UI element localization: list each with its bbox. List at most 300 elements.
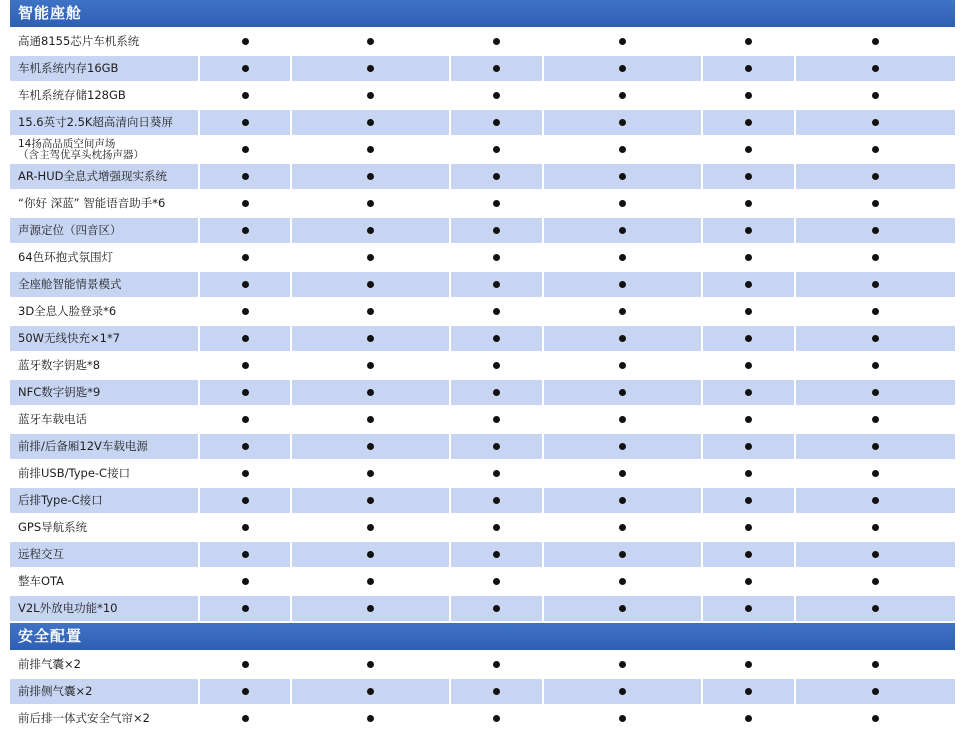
trim-cell — [703, 164, 794, 189]
table-row — [10, 541, 955, 568]
trim-cell — [200, 407, 290, 432]
trim-cell — [703, 515, 794, 540]
trim-cell — [200, 569, 290, 594]
standard-dot-icon — [619, 335, 626, 342]
standard-dot-icon — [619, 470, 626, 477]
standard-dot-icon — [493, 119, 500, 126]
standard-dot-icon — [745, 335, 752, 342]
trim-cell — [796, 542, 955, 567]
table-row — [10, 487, 955, 514]
trim-cell — [292, 434, 449, 459]
table-row — [10, 379, 955, 406]
trim-cell — [451, 488, 542, 513]
trim-cell — [544, 137, 701, 162]
standard-dot-icon — [872, 715, 879, 722]
standard-dot-icon — [745, 470, 752, 477]
standard-dot-icon — [367, 715, 374, 722]
trim-cell — [703, 137, 794, 162]
row-label: 前排/后备厢12V车载电源 — [10, 434, 198, 459]
row-label: 50W无线快充×1*7 — [10, 326, 198, 351]
section-header: 安全配置 — [10, 623, 955, 650]
standard-dot-icon — [242, 200, 249, 207]
standard-dot-icon — [619, 551, 626, 558]
trim-cell — [703, 353, 794, 378]
trim-cell — [703, 218, 794, 243]
standard-dot-icon — [242, 227, 249, 234]
trim-cell — [292, 407, 449, 432]
trim-cell — [544, 706, 701, 731]
standard-dot-icon — [872, 362, 879, 369]
standard-dot-icon — [367, 173, 374, 180]
standard-dot-icon — [367, 688, 374, 695]
trim-cell — [451, 652, 542, 677]
trim-cell — [292, 380, 449, 405]
standard-dot-icon — [493, 661, 500, 668]
standard-dot-icon — [872, 92, 879, 99]
trim-cell — [703, 272, 794, 297]
standard-dot-icon — [242, 92, 249, 99]
trim-cell — [292, 461, 449, 486]
trim-cell — [451, 137, 542, 162]
standard-dot-icon — [493, 335, 500, 342]
trim-cell — [796, 596, 955, 621]
standard-dot-icon — [619, 200, 626, 207]
trim-cell — [796, 407, 955, 432]
standard-dot-icon — [493, 443, 500, 450]
trim-cell — [703, 380, 794, 405]
trim-cell — [451, 353, 542, 378]
trim-cell — [544, 164, 701, 189]
trim-cell — [200, 245, 290, 270]
trim-cell — [703, 679, 794, 704]
trim-cell — [796, 272, 955, 297]
standard-dot-icon — [872, 173, 879, 180]
trim-cell — [451, 83, 542, 108]
trim-cell — [703, 83, 794, 108]
trim-cell — [292, 488, 449, 513]
trim-cell — [200, 191, 290, 216]
standard-dot-icon — [619, 497, 626, 504]
table-row — [10, 568, 955, 595]
standard-dot-icon — [367, 119, 374, 126]
standard-dot-icon — [745, 497, 752, 504]
trim-cell — [544, 652, 701, 677]
trim-cell — [292, 652, 449, 677]
table-row — [10, 82, 955, 109]
trim-cell — [292, 83, 449, 108]
trim-cell — [796, 706, 955, 731]
standard-dot-icon — [367, 281, 374, 288]
standard-dot-icon — [493, 416, 500, 423]
trim-cell — [200, 299, 290, 324]
trim-cell — [544, 29, 701, 54]
row-label: 64色环抱式氛围灯 — [10, 245, 198, 270]
trim-cell — [292, 679, 449, 704]
trim-cell — [796, 29, 955, 54]
standard-dot-icon — [367, 38, 374, 45]
trim-cell — [292, 110, 449, 135]
table-row — [10, 678, 955, 705]
standard-dot-icon — [745, 38, 752, 45]
trim-cell — [451, 542, 542, 567]
standard-dot-icon — [493, 146, 500, 153]
standard-dot-icon — [367, 227, 374, 234]
row-label: 前排USB/Type-C接口 — [10, 461, 198, 486]
trim-cell — [200, 56, 290, 81]
standard-dot-icon — [872, 688, 879, 695]
standard-dot-icon — [493, 65, 500, 72]
standard-dot-icon — [242, 362, 249, 369]
trim-cell — [292, 137, 449, 162]
standard-dot-icon — [872, 497, 879, 504]
trim-cell — [796, 569, 955, 594]
standard-dot-icon — [242, 715, 249, 722]
standard-dot-icon — [872, 416, 879, 423]
trim-cell — [200, 596, 290, 621]
row-label: 车机系统存储128GB — [10, 83, 198, 108]
trim-cell — [451, 218, 542, 243]
table-row — [10, 298, 955, 325]
standard-dot-icon — [242, 605, 249, 612]
trim-cell — [292, 596, 449, 621]
trim-cell — [703, 29, 794, 54]
trim-cell — [544, 56, 701, 81]
standard-dot-icon — [619, 605, 626, 612]
standard-dot-icon — [745, 254, 752, 261]
trim-cell — [796, 461, 955, 486]
standard-dot-icon — [745, 524, 752, 531]
standard-dot-icon — [242, 254, 249, 261]
standard-dot-icon — [745, 146, 752, 153]
standard-dot-icon — [745, 281, 752, 288]
standard-dot-icon — [493, 524, 500, 531]
standard-dot-icon — [367, 65, 374, 72]
trim-cell — [703, 488, 794, 513]
standard-dot-icon — [242, 389, 249, 396]
row-label: V2L外放电功能*10 — [10, 596, 198, 621]
standard-dot-icon — [493, 173, 500, 180]
trim-cell — [796, 245, 955, 270]
trim-cell — [451, 272, 542, 297]
table-row — [10, 55, 955, 82]
row-label: 前排气囊×2 — [10, 652, 198, 677]
standard-dot-icon — [745, 715, 752, 722]
trim-cell — [796, 652, 955, 677]
trim-cell — [544, 245, 701, 270]
trim-cell — [544, 596, 701, 621]
standard-dot-icon — [872, 146, 879, 153]
standard-dot-icon — [242, 497, 249, 504]
trim-cell — [544, 434, 701, 459]
trim-cell — [703, 461, 794, 486]
row-label: 蓝牙数字钥匙*8 — [10, 353, 198, 378]
table-row — [10, 109, 955, 136]
trim-cell — [796, 164, 955, 189]
trim-cell — [544, 569, 701, 594]
standard-dot-icon — [242, 146, 249, 153]
trim-cell — [796, 83, 955, 108]
standard-dot-icon — [242, 119, 249, 126]
standard-dot-icon — [872, 254, 879, 261]
trim-cell — [200, 652, 290, 677]
trim-cell — [200, 353, 290, 378]
standard-dot-icon — [872, 308, 879, 315]
trim-cell — [200, 164, 290, 189]
trim-cell — [544, 110, 701, 135]
standard-dot-icon — [619, 416, 626, 423]
standard-dot-icon — [367, 578, 374, 585]
standard-dot-icon — [745, 443, 752, 450]
standard-dot-icon — [493, 38, 500, 45]
standard-dot-icon — [872, 661, 879, 668]
standard-dot-icon — [242, 281, 249, 288]
trim-cell — [292, 353, 449, 378]
standard-dot-icon — [493, 605, 500, 612]
trim-cell — [200, 515, 290, 540]
trim-cell — [796, 191, 955, 216]
trim-cell — [703, 542, 794, 567]
trim-cell — [292, 706, 449, 731]
trim-cell — [544, 299, 701, 324]
trim-cell — [796, 488, 955, 513]
standard-dot-icon — [745, 551, 752, 558]
standard-dot-icon — [242, 416, 249, 423]
standard-dot-icon — [619, 92, 626, 99]
trim-cell — [544, 488, 701, 513]
table-row — [10, 28, 955, 55]
standard-dot-icon — [367, 254, 374, 261]
trim-cell — [703, 596, 794, 621]
standard-dot-icon — [367, 605, 374, 612]
trim-cell — [796, 679, 955, 704]
standard-dot-icon — [367, 389, 374, 396]
trim-cell — [200, 679, 290, 704]
trim-cell — [796, 326, 955, 351]
table-row — [10, 514, 955, 541]
trim-cell — [451, 245, 542, 270]
standard-dot-icon — [745, 173, 752, 180]
trim-cell — [544, 515, 701, 540]
trim-cell — [200, 137, 290, 162]
standard-dot-icon — [619, 146, 626, 153]
standard-dot-icon — [619, 308, 626, 315]
trim-cell — [796, 56, 955, 81]
standard-dot-icon — [619, 38, 626, 45]
standard-dot-icon — [242, 443, 249, 450]
standard-dot-icon — [745, 661, 752, 668]
standard-dot-icon — [242, 173, 249, 180]
standard-dot-icon — [242, 524, 249, 531]
trim-cell — [544, 83, 701, 108]
standard-dot-icon — [619, 281, 626, 288]
standard-dot-icon — [367, 362, 374, 369]
trim-cell — [451, 434, 542, 459]
trim-cell — [703, 706, 794, 731]
standard-dot-icon — [493, 470, 500, 477]
row-label: 高通8155芯片车机系统 — [10, 29, 198, 54]
trim-cell — [200, 272, 290, 297]
standard-dot-icon — [619, 688, 626, 695]
trim-cell — [200, 110, 290, 135]
trim-cell — [796, 218, 955, 243]
trim-cell — [544, 191, 701, 216]
standard-dot-icon — [619, 227, 626, 234]
standard-dot-icon — [367, 416, 374, 423]
trim-cell — [292, 164, 449, 189]
standard-dot-icon — [493, 281, 500, 288]
standard-dot-icon — [242, 65, 249, 72]
table-row — [10, 651, 955, 678]
row-label: 全座舱智能情景模式 — [10, 272, 198, 297]
trim-cell — [451, 164, 542, 189]
standard-dot-icon — [745, 308, 752, 315]
table-row — [10, 217, 955, 244]
standard-dot-icon — [493, 308, 500, 315]
trim-cell — [703, 326, 794, 351]
standard-dot-icon — [872, 119, 879, 126]
standard-dot-icon — [745, 92, 752, 99]
trim-cell — [703, 652, 794, 677]
standard-dot-icon — [619, 524, 626, 531]
trim-cell — [796, 380, 955, 405]
standard-dot-icon — [242, 688, 249, 695]
standard-dot-icon — [745, 200, 752, 207]
trim-cell — [544, 353, 701, 378]
standard-dot-icon — [493, 254, 500, 261]
standard-dot-icon — [493, 389, 500, 396]
standard-dot-icon — [367, 335, 374, 342]
standard-dot-icon — [619, 254, 626, 261]
trim-cell — [451, 569, 542, 594]
standard-dot-icon — [872, 227, 879, 234]
standard-dot-icon — [745, 119, 752, 126]
trim-cell — [451, 706, 542, 731]
standard-dot-icon — [367, 497, 374, 504]
trim-cell — [796, 299, 955, 324]
standard-dot-icon — [619, 65, 626, 72]
trim-cell — [544, 542, 701, 567]
standard-dot-icon — [745, 688, 752, 695]
row-label: “你好 深蓝” 智能语音助手*6 — [10, 191, 198, 216]
trim-cell — [796, 137, 955, 162]
trim-cell — [544, 461, 701, 486]
standard-dot-icon — [493, 497, 500, 504]
row-label: 15.6英寸2.5K超高清向日葵屏 — [10, 110, 198, 135]
trim-cell — [703, 191, 794, 216]
standard-dot-icon — [872, 200, 879, 207]
standard-dot-icon — [872, 551, 879, 558]
row-label: 前后排一体式安全气帘×2 — [10, 706, 198, 731]
trim-cell — [451, 679, 542, 704]
standard-dot-icon — [242, 335, 249, 342]
standard-dot-icon — [242, 38, 249, 45]
trim-cell — [200, 29, 290, 54]
standard-dot-icon — [619, 578, 626, 585]
row-label: 3D全息人脸登录*6 — [10, 299, 198, 324]
standard-dot-icon — [619, 443, 626, 450]
standard-dot-icon — [367, 146, 374, 153]
standard-dot-icon — [872, 578, 879, 585]
standard-dot-icon — [872, 524, 879, 531]
trim-cell — [292, 191, 449, 216]
trim-cell — [200, 218, 290, 243]
row-label: 声源定位（四音区） — [10, 218, 198, 243]
table-row — [10, 190, 955, 217]
standard-dot-icon — [242, 551, 249, 558]
standard-dot-icon — [872, 65, 879, 72]
trim-cell — [292, 56, 449, 81]
trim-cell — [200, 380, 290, 405]
standard-dot-icon — [872, 605, 879, 612]
trim-cell — [544, 326, 701, 351]
standard-dot-icon — [242, 661, 249, 668]
standard-dot-icon — [745, 416, 752, 423]
standard-dot-icon — [872, 443, 879, 450]
trim-cell — [544, 272, 701, 297]
row-label: 后排Type-C接口 — [10, 488, 198, 513]
standard-dot-icon — [493, 715, 500, 722]
standard-dot-icon — [367, 308, 374, 315]
row-label: 前排侧气囊×2 — [10, 679, 198, 704]
row-label: 14扬高品质空间声场 （含主驾优享头枕扬声器） — [10, 137, 198, 162]
standard-dot-icon — [619, 661, 626, 668]
trim-cell — [200, 83, 290, 108]
table-row — [10, 705, 955, 732]
standard-dot-icon — [493, 362, 500, 369]
table-row — [10, 163, 955, 190]
standard-dot-icon — [242, 308, 249, 315]
trim-cell — [451, 515, 542, 540]
trim-cell — [451, 596, 542, 621]
trim-cell — [451, 461, 542, 486]
row-label: GPS导航系统 — [10, 515, 198, 540]
standard-dot-icon — [493, 688, 500, 695]
trim-cell — [200, 461, 290, 486]
standard-dot-icon — [242, 470, 249, 477]
trim-cell — [292, 515, 449, 540]
standard-dot-icon — [872, 470, 879, 477]
trim-cell — [703, 299, 794, 324]
standard-dot-icon — [367, 470, 374, 477]
standard-dot-icon — [367, 443, 374, 450]
trim-cell — [544, 679, 701, 704]
trim-cell — [451, 299, 542, 324]
standard-dot-icon — [493, 200, 500, 207]
table-row — [10, 406, 955, 433]
standard-dot-icon — [745, 227, 752, 234]
standard-dot-icon — [493, 578, 500, 585]
trim-cell — [544, 380, 701, 405]
table-row — [10, 325, 955, 352]
trim-cell — [703, 110, 794, 135]
standard-dot-icon — [619, 362, 626, 369]
standard-dot-icon — [619, 173, 626, 180]
standard-dot-icon — [872, 281, 879, 288]
trim-cell — [451, 380, 542, 405]
row-label: 车机系统内存16GB — [10, 56, 198, 81]
standard-dot-icon — [872, 335, 879, 342]
trim-cell — [200, 542, 290, 567]
standard-dot-icon — [619, 389, 626, 396]
standard-dot-icon — [745, 389, 752, 396]
table-row — [10, 595, 955, 622]
standard-dot-icon — [745, 578, 752, 585]
trim-cell — [292, 218, 449, 243]
standard-dot-icon — [367, 551, 374, 558]
standard-dot-icon — [745, 605, 752, 612]
standard-dot-icon — [619, 119, 626, 126]
standard-dot-icon — [242, 578, 249, 585]
